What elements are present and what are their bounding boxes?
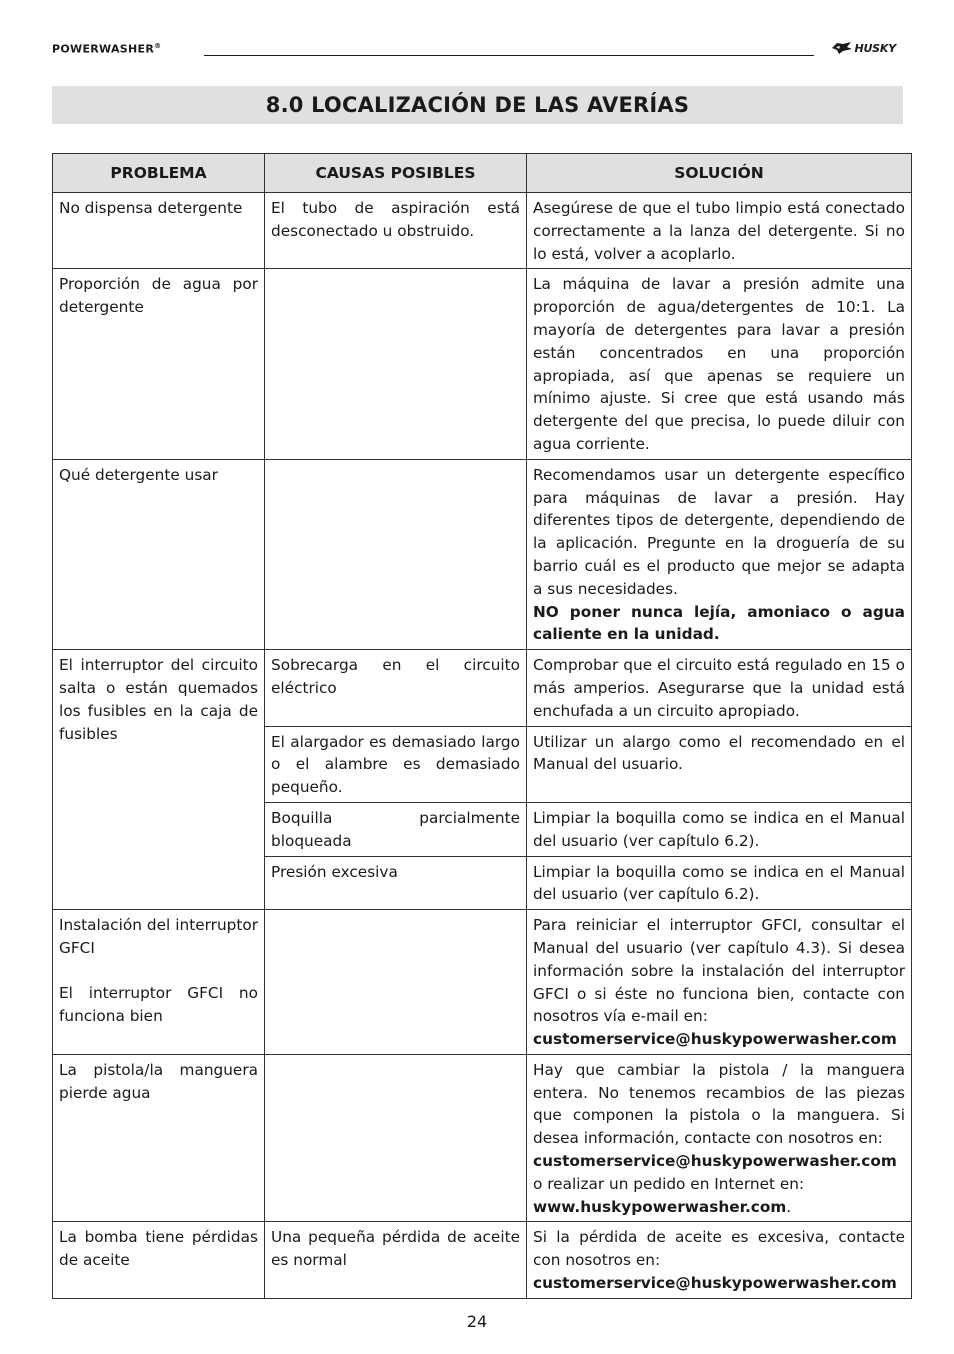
header-rule [204,55,814,56]
website-link[interactable]: www.huskypowerwasher.com [533,1197,787,1216]
solution-cell [527,1222,912,1298]
column-header-solution: SOLUCIÓN [527,154,912,193]
website-line [533,1196,905,1219]
cause-cell: Presión excesiva [265,856,527,910]
page-header [52,38,896,60]
cause-cell: Una pequeña pérdida de aceite es normal [265,1222,527,1298]
husky-logo [831,41,896,55]
column-header-problem: PROBLEMA [53,154,265,193]
support-email[interactable]: customerservice@huskypowerwasher.com [533,1274,897,1293]
brand-name [52,42,161,56]
cause-cell: Boquilla parcialmente bloqueada [265,802,527,856]
cause-cell: Sobrecarga en el circuito eléctrico [265,650,527,726]
cause-cell: El tubo de aspiración está desconectado u obstruido. [265,193,527,269]
solution-text: Para reiniciar el interruptor GFCI, consultar el Manual del usuario (ver capítulo 4.3). Si desea información sobre la instalación del interruptor GFCI o si éste no funciona bien, contacte con nosotros vía e-mail en: [533,916,905,1026]
order-text: o realizar un pedido en Internet en: [533,1174,805,1193]
support-email[interactable]: customerservice@huskypowerwasher.com [533,1152,897,1171]
solution-cell: Comprobar que el circuito está regulado en 15 o más amperios. Asegurarse que la unidad está enchufada a un circuito apropiado. [527,650,912,726]
problem-text: El interruptor GFCI no funciona bien [59,983,258,1025]
problem-cell: Proporción de agua por detergente [53,269,265,459]
solution-cell: Limpiar la boquilla como se indica en el Manual del usuario (ver capítulo 6.2). [527,856,912,910]
table-row [53,1222,912,1298]
warning-text: NO poner nunca lejía, amoniaco o agua caliente en la unidad. [533,602,905,644]
problem-cell: No dispensa detergente [53,193,265,269]
solution-cell [527,910,912,1055]
cause-cell: El alargador es demasiado largo o el alambre es demasiado pequeño. [265,726,527,802]
registered-mark: ® [154,42,162,50]
table-row [53,269,912,459]
problem-cell [53,910,265,1055]
solution-cell [527,1054,912,1222]
solution-text: Hay que cambiar la pistola / la manguera entera. No tenemos recambios de las piezas que componen la pistola o la manguera. Si desea información, contacte con nosotros en: [533,1060,905,1148]
troubleshooting-table [52,153,912,1299]
spacer [59,960,258,982]
solution-cell: Utilizar un alargo como el recomendado en el Manual del usuario. [527,726,912,802]
problem-cell: La pistola/la manguera pierde agua [53,1054,265,1222]
period: . [786,1197,792,1216]
section-title-bar [52,86,903,124]
table-row [53,910,912,1055]
brand-text: POWERWASHER [52,42,155,56]
page-number: 24 [466,1312,488,1331]
cause-cell [265,910,527,1055]
support-email[interactable]: customerservice@huskypowerwasher.com [533,1030,897,1049]
solution-cell: Asegúrese de que el tubo limpio está conectado correctamente a la lanza del detergente. Si no lo está, volver a acoplarlo. [527,193,912,269]
problem-text: Instalación del interruptor GFCI [59,916,258,957]
logo-text: HUSKY [854,41,896,55]
table-row [53,193,912,269]
table-header-row [53,154,912,193]
table-row [53,1054,912,1222]
cause-cell [265,1054,527,1222]
solution-cell [527,459,912,649]
table-row [53,459,912,649]
problem-cell: El interruptor del circuito salta o están quemados los fusibles en la caja de fusibles [53,650,265,910]
section-title: 8.0 LOCALIZACIÓN DE LAS AVERÍAS [265,93,690,117]
solution-cell: La máquina de lavar a presión admite una proporción de agua/detergentes de 10:1. La mayoría de detergentes para lavar a presión están concentrados en una proporción apropiada, así que apenas se requiere un mínimo ajuste. Si cree que está usando más detergente del que precisa, lo puede diluir con agua corriente. [527,269,912,459]
problem-cell: La bomba tiene pérdidas de aceite [53,1222,265,1298]
problem-cell: Qué detergente usar [53,459,265,649]
solution-text: Recomendamos usar un detergente específico para máquinas de lavar a presión. Hay diferentes tipos de detergente, dependiendo de la aplicación. Pregunte en la droguería de su barrio cuál es el producto que mejor se adapta a sus necesidades. [533,465,905,598]
table-row [53,650,912,726]
solution-cell: Limpiar la boquilla como se indica en el Manual del usuario (ver capítulo 6.2). [527,802,912,856]
cause-cell [265,459,527,649]
solution-text: Si la pérdida de aceite es excesiva, contacte con nosotros en: [533,1228,905,1270]
cause-cell [265,269,527,459]
column-header-causes: CAUSAS POSIBLES [265,154,527,193]
husky-dog-icon [831,41,853,55]
